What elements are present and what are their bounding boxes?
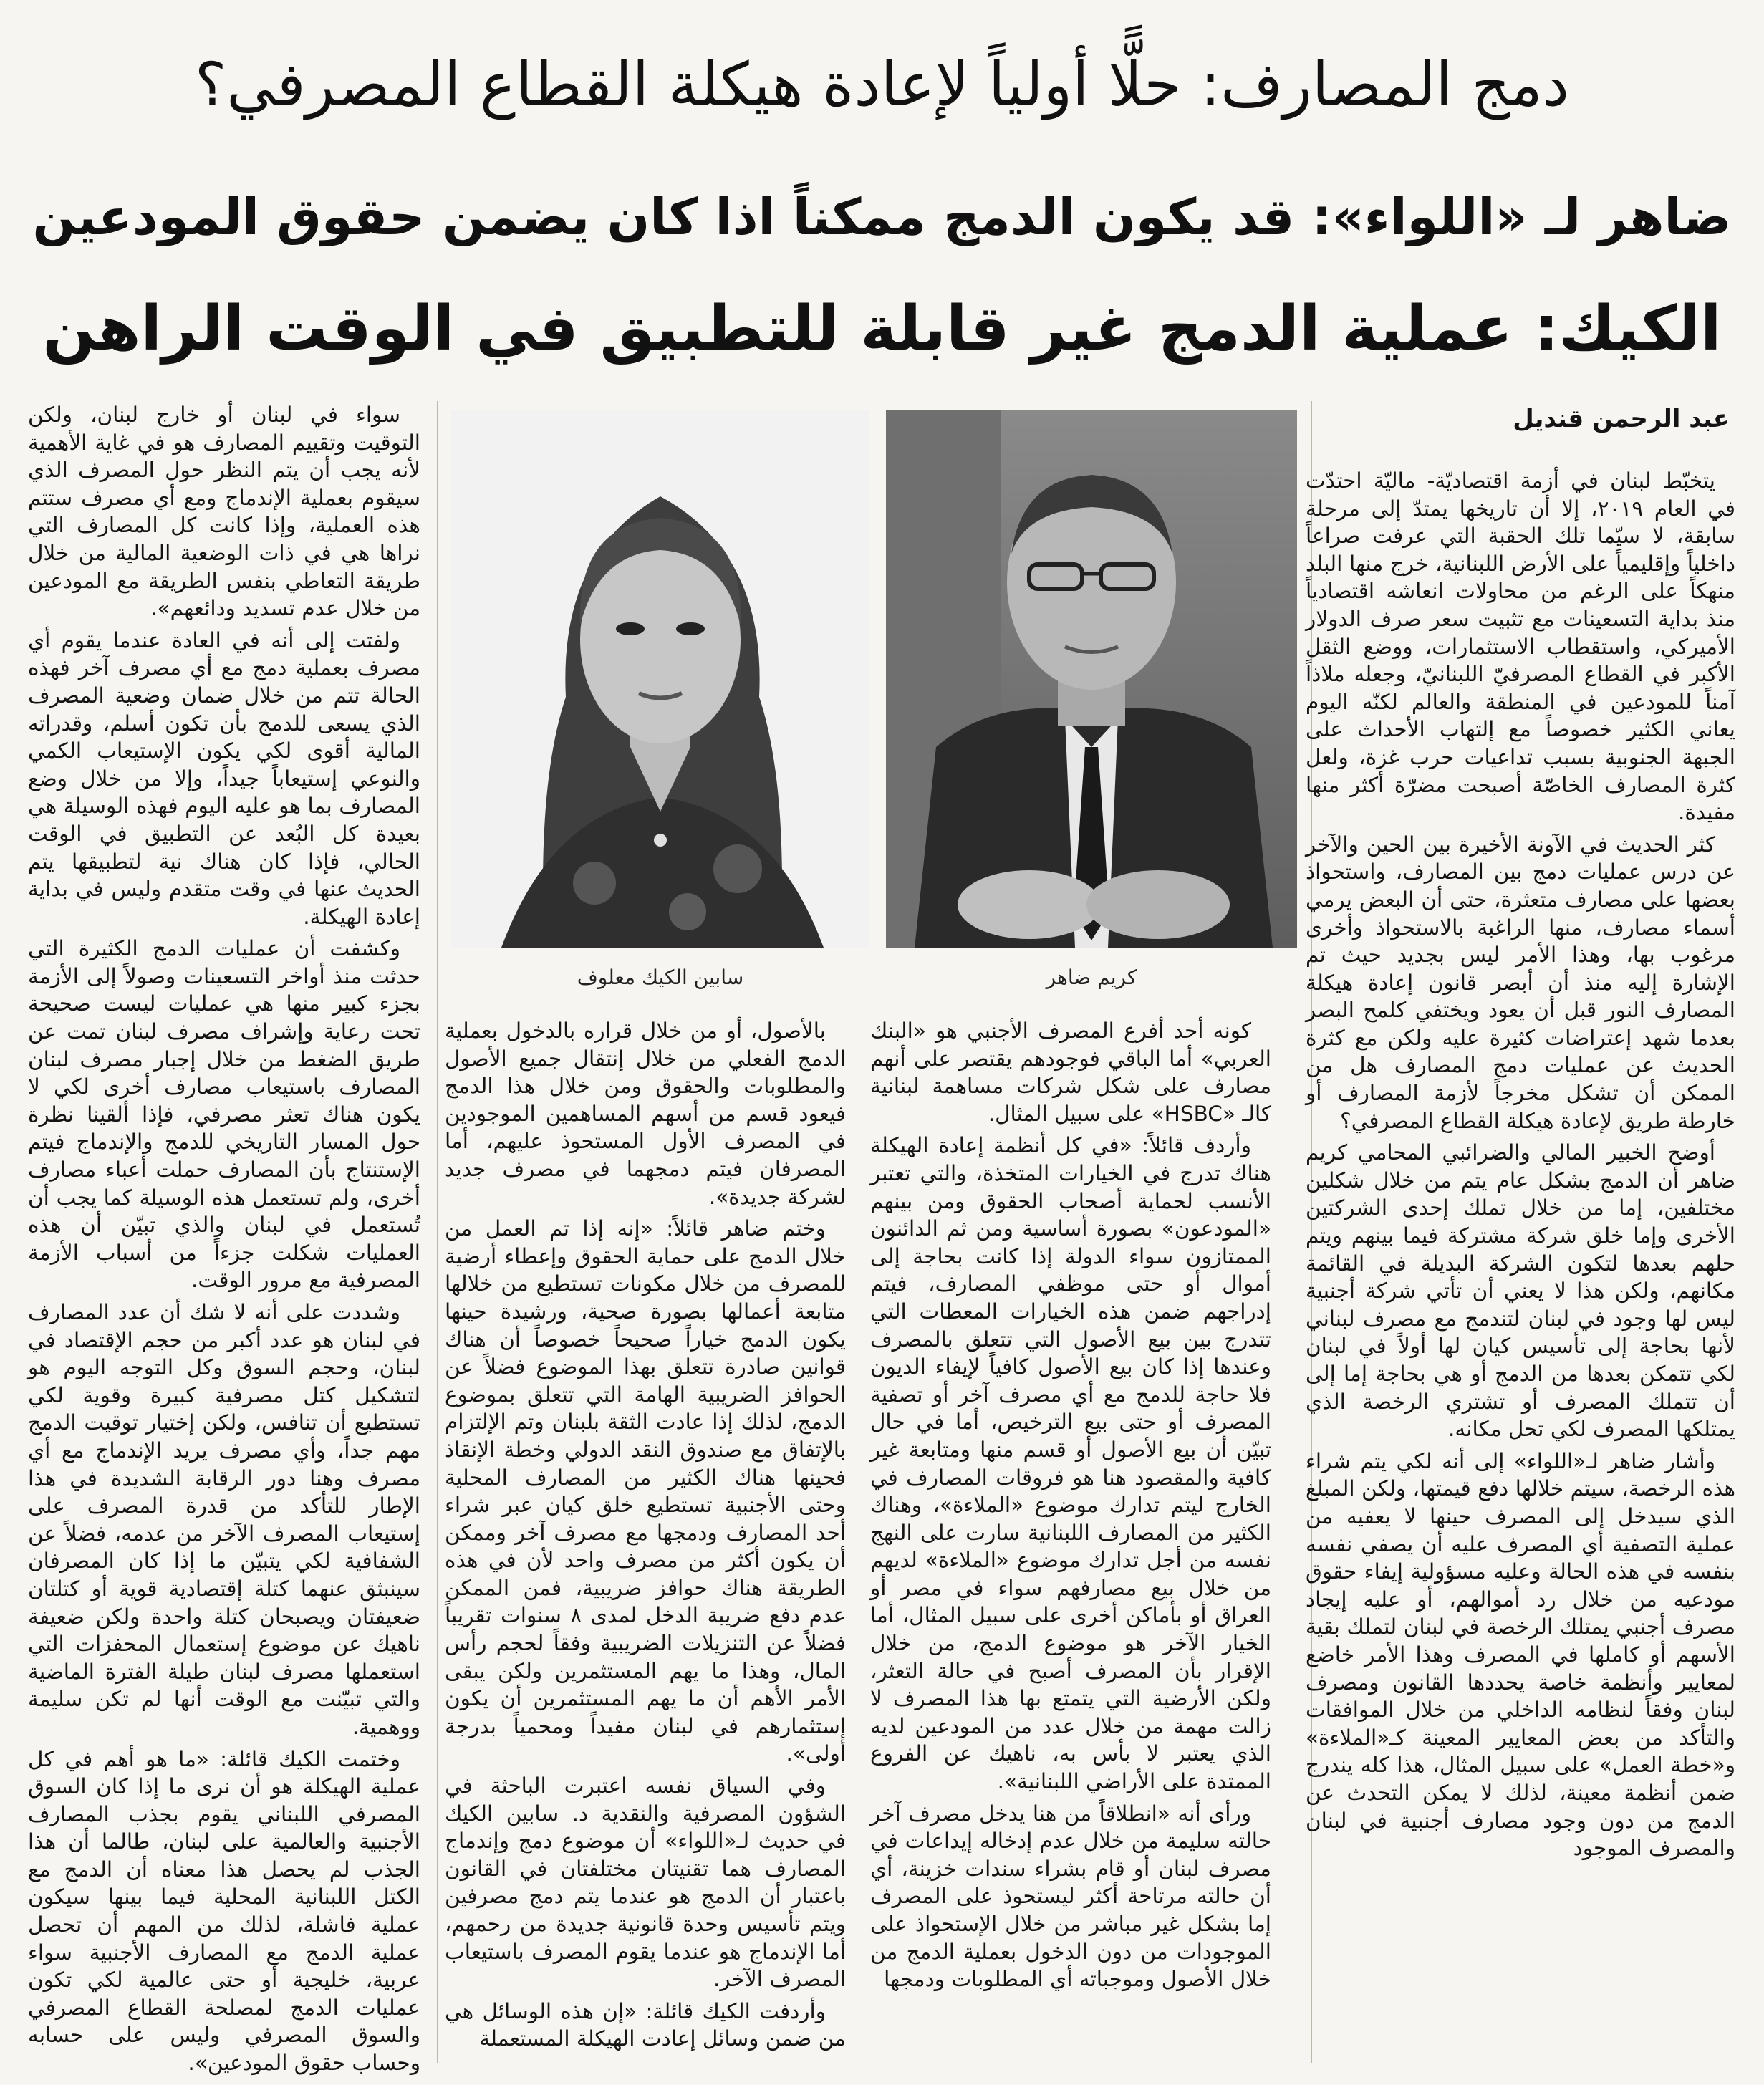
article-column-1	[1306, 467, 1735, 2057]
paragraph: سواء في لبنان أو خارج لبنان، ولكن التوقيت وتقييم المصارف هو في غاية الأهمية لأنه يجب أن يتم النظر حول المصرف الذي سيقوم بعملية الإندماج ومع أي مصرف ستتم هذه العملية، وإذا كانت كل المصارف التي نراها هي في ذات الوضعية المالية من خلال طريقة التعاطي بنفس الطريقة مع المودعين من خلال عدم تسديد ودائعهم».	[28, 403, 420, 621]
portrait-man-image	[886, 410, 1297, 948]
paragraph: وختمت الكيك قائلة: «ما هو أهم في كل عملية الهيكلة هو أن نرى ما إذا كان السوق المصرفي اللبناني يقوم بجذب المصارف الأجنبية والعالمية على لبنان، طالما أن هذا الجذب لم يحصل هذا معناه أن الدمج مع الكتل اللبنانية المحلية فيما بينها سيكون عملية فاشلة، لذلك من المهم أن تحصل عملية الدمج مع المصارف الأجنبية سواء عربية، خليجية أو حتى عالمية لكي تكون عمليات الدمج لمصلحة القطاع المصرفي والسوق المصرفي وليس على حسابه وحساب حقوق المودعين».	[28, 1746, 420, 2076]
photo-sabine-kik-maalouf	[451, 410, 869, 948]
article-column-2	[870, 1017, 1271, 2063]
paragraph: ولفتت إلى أنه في العادة عندما يقوم أي مصرف بعملية دمج مع أي مصرف آخر فهذه الحالة تتم من خلال ضمان وضعية المصرف الذي يسعى للدمج بأن تكون أسلم، وقدراته المالية أقوى لكي يكون الإستيعاب الكمي والنوعي إستيعاباً جيداً، وإلا من خلال وضع المصارف بما هو عليه اليوم فهذه الوسيلة هي بعيدة كل البُعد عن التطبيق في الوقت الحالي، فإذا كان هناك نية لتطبيقها يتم الحديث عنها في وقت متقدم وليس في بداية إعادة الهيكلة.	[28, 627, 420, 929]
paragraph: ورأى أنه «انطلاقاً من هنا يدخل مصرف آخر حالته سليمة من خلال عدم إدخاله إيداعات في مصرف لبنان أو قام بشراء سندات خزينة، أي أن حالته مرتاحة أكثر ليستحوذ على المصرف إما بشكل غير مباشر من خلال الإستحواذ على الموجودات من دون الدخول بعملية الدمج من خلال الأصول وموجباته أي المطلوبات ودمجها	[870, 1801, 1271, 1992]
column-divider	[437, 401, 438, 2063]
paragraph: وختم ضاهر قائلاً: «إنه إذا تم العمل من خلال الدمج على حماية الحقوق وإعطاء أرضية للمصرف من خلال مكونات تستطيع من خلالها متابعة أعمالها بصورة صحية، ورشيدة حينها يكون الدمج خياراً صحيحاً خصوصاً أن هناك قوانين صادرة تتعلق بهذا الموضوع فضلاً عن الحوافز الضريبية الهامة التي تتعلق بموضوع الدمج، لذلك إذا عادت الثقة بلبنان وتم الإلتزام بالإتفاق مع صندوق النقد الدولي وخطة الإنقاذ فحينها هناك الكثير من المصارف المحلية وحتى الأجنبية تستطيع خلق كيان عبر شراء أحد المصارف ودمجها مع مصرف آخر وممكن أن يكون أكثر من مصرف واحد لأن في هذه الطريقة هناك حوافز ضريبية، فمن الممكن عدم دفع ضريبة الدخل لمدى ٨ سنوات تقريباً فضلاً عن التنزيلات الضريبية وفقاً لحجم رأس المال، وهذا ما يهم المستثمرين ولكن يبقى الأمر الأهم أن ما يهم المستثمرين أن يكون إستثمارهم في لبنان مفيداً ومحمياً بدرجة أولى».	[445, 1216, 847, 1766]
headline-line-2: ضاهر لـ «اللواء»: قد يكون الدمج ممكناً اذا كان يضمن حقوق المودعين	[32, 188, 1732, 246]
headline-line-1: دمج المصارف: حلًّا أولياً لإعادة هيكلة القطاع المصرفي؟	[194, 49, 1570, 120]
paragraph: وشددت على أنه لا شك أن عدد المصارف في لبنان هو عدد أكبر من حجم الإقتصاد في لبنان، وحجم السوق وكل التوجه اليوم هو لتشكيل كتل مصرفية كبيرة وقوية لكي تستطيع أن تنافس، ولكن إختيار توقيت الدمج مهم جداً، وأي مصرف يريد الإندماج مع أي مصرف وهنا دور الرقابة الشديدة في هذا الإطار للتأكد من قدرة المصرف على إستيعاب المصرف الآخر من عدمه، فضلاً عن الشفافية لكي يتبيّن ما إذا كان المصرفان سينبثق عنهما كتلة إقتصادية قوية أو كتلتان ضعيفتان ويصبحان كتلة واحدة ولكن ضعيفة ناهيك عن موضوع إستعمال المحفزات التي استعملها مصرف لبنان طيلة الفترة الماضية والتي تبيّنت مع الوقت أنها لم تكن سليمة ووهمية.	[28, 1300, 420, 1739]
paragraph: يتخبّط لبنان في أزمة اقتصاديّة- ماليّة احتدّت في العام ٢٠١٩، إلا أن تاريخها يمتدّ إلى مرحلة سابقة، لا سيّما تلك الحقبة التي عرفت صراعاً داخلياً وإقليمياً على الأرض اللبنانية، خرج منها البلد منهكاً على الرغم من محاولات انعاشه اقتصادياً منذ بداية التسعينات مع تثبيت سعر صرف الدولار الأميركي، واستقطاب الاستثمارات، ووضع الثقل الأكبر في القطاع المصرفيّ اللبنانيّ، وجعله ملاذاً آمناً للمودعين في المنطقة والعالم لكنّه اليوم يعاني الكثير خصوصاً مع إلتهاب الأحداث على الجبهة الجنوبية بسبب تداعيات حرب غزة، ولعل كثرة المصارف الخاصّة أصبحت مضرّة أكثر منها مفيدة.	[1306, 468, 1735, 825]
paragraph: وكشفت أن عمليات الدمج الكثيرة التي حدثت منذ أواخر التسعينات وصولاً إلى الأزمة بجزء كبير منها هي عمليات ليست صحيحة تحت رعاية وإشراف مصرف لبنان تمت عن طريق الضغط من خلال إجبار مصرف لبنان المصارف باستيعاب مصارف أخرى لكي لا يكون هناك تعثر مصرفي، فإذا ألقينا نظرة حول المسار التاريخي للدمج والإندماج فيتم الإستنتاج بأن المصارف حملت أعباء مصارف أخرى، ولم تستعمل هذه الوسيلة كما يجب أن تُستعمل في لبنان والذي تبيّن أن هذه العمليات شكلت جزءاً من أسباب الأزمة المصرفية مع مرور الوقت.	[28, 936, 420, 1293]
article-column-3	[445, 1017, 846, 2063]
paragraph: وفي السياق نفسه اعتبرت الباحثة في الشؤون المصرفية والنقدية د. سابين الكيك في حديث لـ«اللواء» أن موضوع دمج وإندماج المصارف هما تقنيتان مختلفتان في القانون باعتبار أن الدمج هو عندما يتم دمج مصرفين ويتم تأسيس وحدة قانونية جديدة من رحمهم، أما الإندماج هو عندما يقوم المصرف باستيعاب المصرف الآخر.	[445, 1773, 846, 1992]
article-column-4	[28, 401, 420, 2076]
photo-karim-daher	[886, 410, 1297, 948]
paragraph: وأشار ضاهر لـ«اللواء» إلى أنه لكي يتم شراء هذه الرخصة، سيتم خلالها دفع قيمتها، ولكن المبلغ الذي سيدخل إلى المصرف حينها لا يعفيه من عملية التصفية أي المصرف عليه أن يصفي نفسه بنفسه في هذه الحالة وعليه مسؤولية إيفاء حقوق مودعيه من خلال رد أموالهم، أو عليه إيجاد مصرف أجنبي يمتلك الرخصة في لبنان لتملك بقية الأسهم أو كاملها في المصرف وهذا الأمر خاضع لمعايير وأنظمة خاصة يحددها القانون ومصرف لبنان وفقاً لنظامه الداخلي من خلال الموافقات والتأكد من بعض المعايير المعينة كـ«الملاءة» و«خطة العمل» على سبيل المثال، هذا كله يندرج ضمن أنظمة معينة، لذلك لا يمكن التحدث عن الدمج من دون وجود مصارف أجنبية في لبنان والمصرف الموجود	[1306, 1448, 1735, 1861]
paragraph: كثر الحديث في الآونة الأخيرة بين الحين والآخر عن درس عمليات دمج بين المصارف، واستحواذ بعضها على مصارف متعثرة، حتى أن البعض يرمي أسماء مصارف، منها الراغبة بالاستحواذ وأخرى مرغوب بها، وهذا الأمر ليس بجديد حيث تم الإشارة إليه منذ أن أبصر قانون إعادة هيكلة المصارف النور قبل أن يعود ويختفي كلمح البصر بعدما شهد إعتراضات كثيرة عليه ولكن مع كثرة الحديث عن عمليات دمج المصارف هل من الممكن أن تشكل مخرجاً لأزمة المصارف أو خارطة طريق لإعادة هيكلة القطاع المصرفي؟	[1306, 832, 1735, 1133]
photo-caption-woman: سابين الكيك معلوف	[577, 966, 744, 989]
headline-line-3: الكيك: عملية الدمج غير قابلة للتطبيق في الوقت الراهن	[42, 293, 1722, 365]
paragraph: بالأصول، أو من خلال قراره بالدخول بعملية الدمج الفعلي من خلال إنتقال جميع الأصول والمطلوبات والحقوق ومن خلال هذا الدمج فيعود قسم من أسهم المساهمين الموجودين في المصرف الأول المستحوذ عليهم، أما المصرفان فيتم دمجهما في مصرف جديد لشركة جديدة».	[445, 1019, 846, 1209]
paragraph: وأردفت الكيك قائلة: «إن هذه الوسائل هي من ضمن وسائل إعادت الهيكلة المستعملة	[445, 1998, 846, 2051]
paragraph: أوضح الخبير المالي والضرائبي المحامي كريم ضاهر أن الدمج بشكل عام يتم من خلال شكلين مختلفين، إما من خلال تملك إحدى الشركتين الأخرى وإما خلق شركة مشتركة فيما بينهم ويتم حلهم بعدها لتكون الشركة البديلة في القائمة مكانهم، ولكن هذا لا يعني أن تأتي شركة أجنبية ليس لها وجود في لبنان لتندمج مع مصرف لبناني لأنها بحاجة إلى تأسيس كيان لها أولاً في لبنان لكي تتمكن بعدها من الدمج أو هي بحاجة إما إلى أن تتملك المصرف أو تشتري الرخصة الذي يمتلكها المصرف لكي تحل مكانه.	[1306, 1140, 1735, 1442]
photo-caption-man: كريم ضاهر	[1046, 966, 1137, 989]
paragraph: وأردف قائلاً: «في كل أنظمة إعادة الهيكلة هناك تدرج في الخيارات المتخذة، والتي تعتبر الأنسب لحماية أصحاب الحقوق ومن بينهم «المودعون» بصورة أساسية ومن ثم الدائنون الممتازون سواء الدولة إذا كانت بحاجة إلى أموال أو حتى موظفي المصارف، فيتم إدراجهم ضمن هذه الخيارات المعطات التي تتدرج بين بيع الأصول التي تتعلق بالمصرف وعندها إذا كان بيع الأصول كافياً لإيفاء الديون فلا حاجة للدمج مع أي مصرف آخر أو تصفية المصرف أو حتى بيع الترخيص، أما في حال تبيّن أن بيع الأصول أو قسم منها ومتابعة غير كافية والمقصود هنا هو فروقات المصارف في الخارج ليتم تدارك موضوع «الملاءة»، وهناك الكثير من المصارف اللبنانية سارت على النهج نفسه من أجل تدارك موضوع «الملاءة» لديهم من خلال بيع مصارفهم سواء في مصر أو العراق أو بأماكن أخرى على سبيل المثال، أما الخيار الآخر هو موضوع الدمج، من خلال الإقرار بأن المصرف أصبح في حالة التعثر، ولكن الأرضية التي يتمتع بها هذا المصرف لا زالت مهمة من خلال عدد من المودعين لديه الذي يعتبر لا بأس به، ناهيك عن الفروع الممتدة على الأراضي اللبنانية».	[870, 1133, 1271, 1794]
portrait-woman-image	[451, 410, 869, 948]
paragraph: كونه أحد أفرع المصرف الأجنبي هو «البنك العربي» أما الباقي فوجودهم يقتصر على أنهم مصارف على شكل شركات مساهمة لبنانية كالـ «HSBC» على سبيل المثال.	[870, 1019, 1271, 1126]
byline: عبد الرحمن قنديل	[1513, 405, 1730, 433]
